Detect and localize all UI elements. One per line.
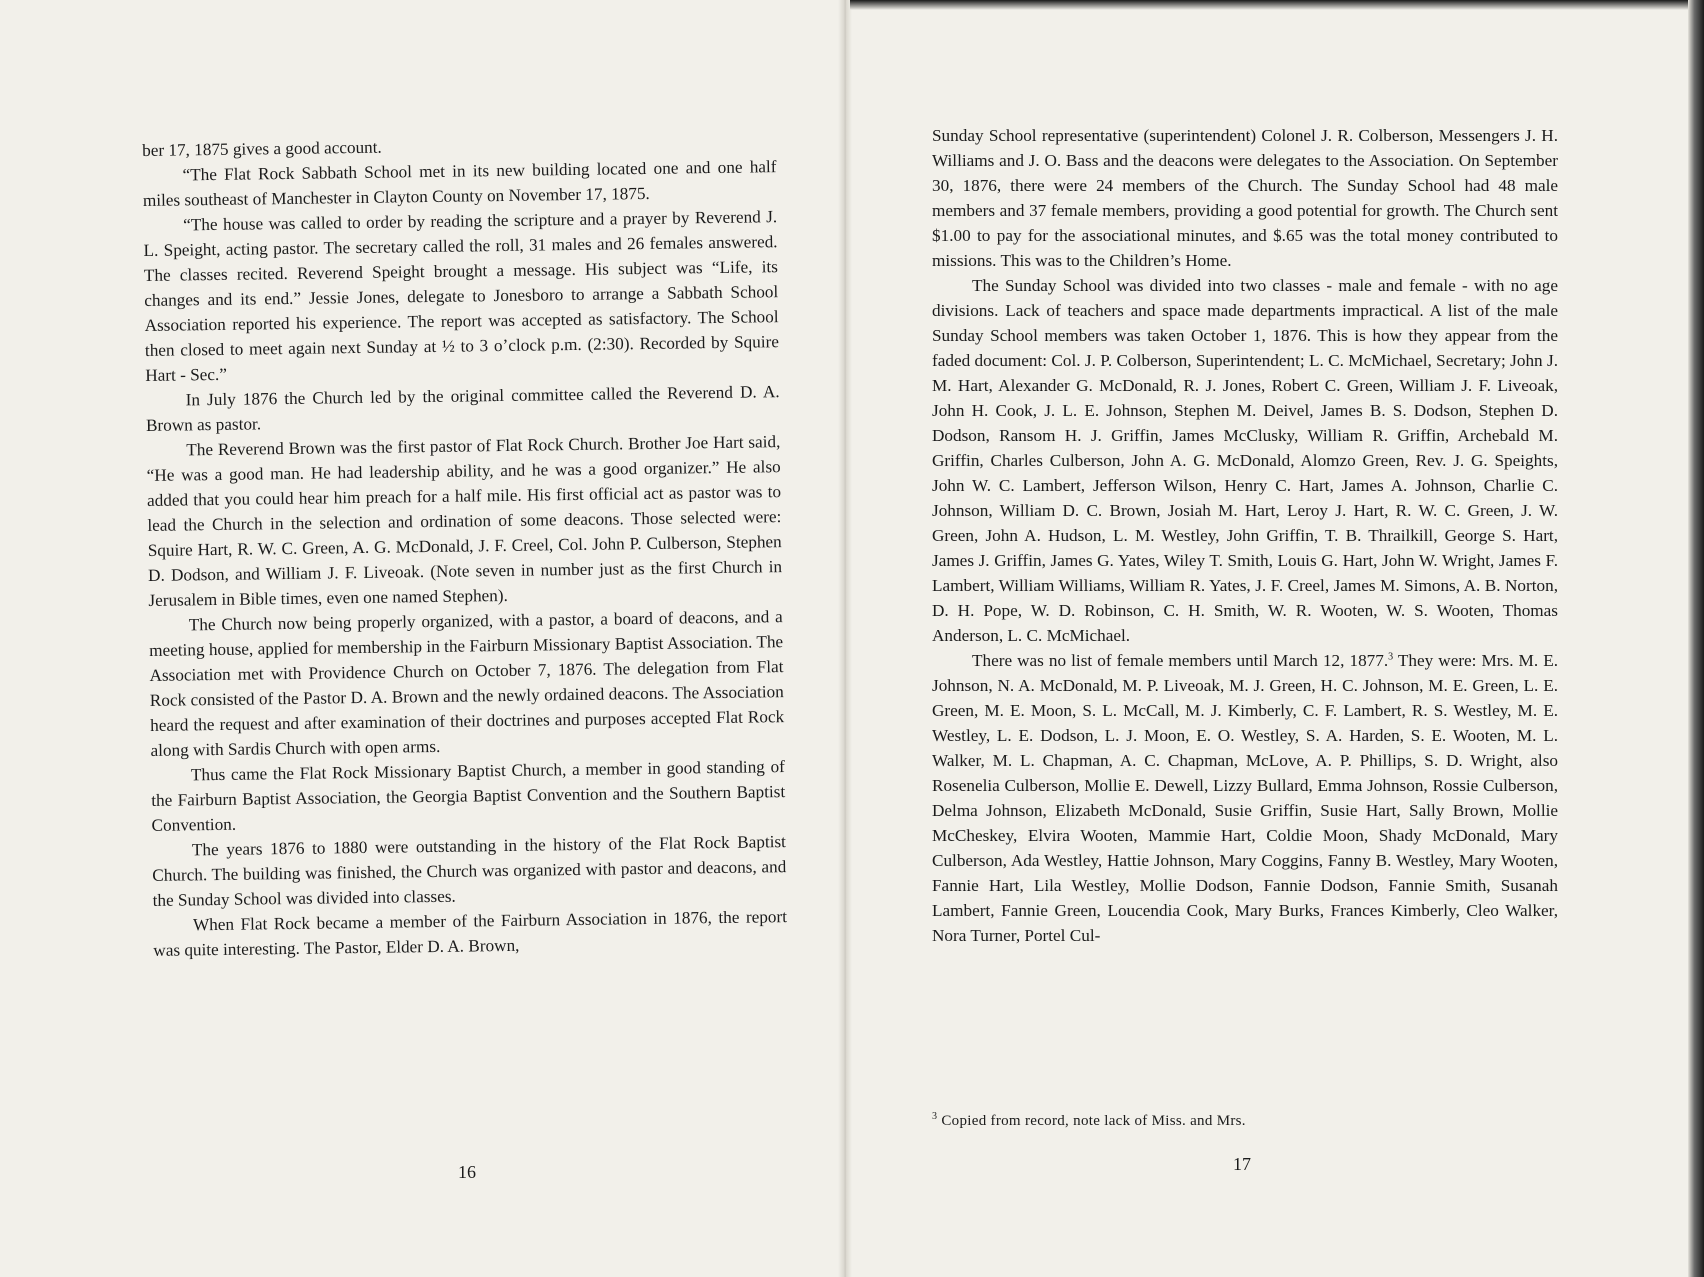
book-gutter xyxy=(838,0,852,1277)
footnote-marker: 3 xyxy=(1388,651,1394,663)
page-edge xyxy=(1688,0,1704,1277)
footnote xyxy=(932,1113,1558,1130)
paragraph: In July 1876 the Church led by the original committee called the Reverend D. A. Brown as pastor. xyxy=(145,382,780,435)
paragraph-text: They were: Mrs. M. E. Johnson, N. A. McDonald, M. P. Liveoak, M. J. Green, H. C. Johnson, M. E. Green, L. E. Green, M. E. Moon, S. L. McCall, M. J. Kimberly, C. F. Lambert, R. S. Westley, M. E. Westley, L. E. Dodson, L. J. Moon, E. O. Westley, S. A. Harden, S. E. Wooten, M. L. Walker, M. L. Chapman, A. C. Chapman, McLove, A. P. Phillips, S. D. Wright, also Rosenelia Culberson, Mollie E. Dewell, Lizzy Bullard, Emma Johnson, Rossie Culberson, Delma Johnson, Elizabeth McDonald, Susie Griffin, Susie Hart, Sally Brown, Mollie McCheskey, Elvira Wooten, Mammie Hart, Coldie Moon, Shady McDonald, Mary Culberson, Ada Westley, Hattie Johnson, Mary Coggins, Fanny B. Westley, Mary Wooten, Fannie Hart, Lila Westley, Mollie Dodson, Fannie Dodson, Fannie Smith, Susanah Lambert, Fannie Green, Loucendia Cook, Mary Burks, Frances Kimberly, Cleo Walker, Nora Turner, Portel Cul- xyxy=(932,651,1558,945)
paragraph: Thus came the Flat Rock Missionary Baptist Church, a member in good standing of the Fairburn Baptist Association, the Georgia Baptist Convention and the Southern Baptist Convention. xyxy=(151,757,786,835)
paragraph: “The house was called to order by reading the scripture and a prayer by Reverend J. L. Speight, acting pastor. The secretary called the roll, 31 males and 26 females answered. The classes recited. Reverend Speight brought a message. His subject was “Life, its changes and its end.” Jessie Jones, delegate to Jonesboro to arrange a Sabbath School Association reported his experience. The report was accepted as satisfactory. The School then closed to meet again next Sunday at ½ to 3 o’clock p.m. (2:30). Recorded by Squire Hart - Sec.” xyxy=(143,207,780,385)
footnote-text: Copied from record, note lack of Miss. and Mrs. xyxy=(937,1113,1246,1129)
page-number-right: 17 xyxy=(1233,1154,1251,1174)
paragraph: Sunday School representative (superintendent) Colonel J. R. Colberson, Messengers J. H. Williams and J. O. Bass and the deacons were delegates to the Association. On September 30, 1876, there were 24 members of the Church. The Sunday School had 48 male members and 37 female members, providing a good potential for growth. The Church sent $1.00 to pay for the associational minutes, and $.65 was the total money contributed to missions. This was to the Children’s Home. xyxy=(932,126,1558,270)
page-number-left: 16 xyxy=(458,1162,476,1182)
paragraph: ber 17, 1875 gives a good account. xyxy=(142,137,382,160)
footnote-marker: 3 xyxy=(932,1111,938,1122)
left-page-body xyxy=(142,129,787,963)
paragraph: The Church now being properly organized, with a pastor, a board of deacons, and a meeting house, applied for membership in the Fairburn Missionary Baptist Association. The Association met with Providence Church on October 7, 1876. The delegation from Flat Rock consisted of the Pastor D. A. Brown and the newly ordained deacons. The Association heard the request and after examination of their doctrines and purposes accepted Flat Rock along with Sardis Church with open arms. xyxy=(149,607,785,760)
paragraph xyxy=(932,648,1558,948)
paragraph: The Reverend Brown was the first pastor of Flat Rock Church. Brother Joe Hart said, “He was a good man. He had leadership ability, and he was a good organizer.” He also added that you could hear him preach for a half mile. His first official act as pastor was to lead the Church in the selection and ordination of some deacons. Those selected were: Squire Hart, R. W. C. Green, A. G. McDonald, J. F. Creel, Col. John P. Culberson, Stephen D. Dodson, and William J. F. Liveoak. (Note seven in number just as the first Church in Jerusalem in Bible times, even one named Stephen). xyxy=(146,432,783,610)
page-top-shadow xyxy=(850,0,1704,10)
paragraph: “The Flat Rock Sabbath School met in its new building located one and one half miles southeast of Manchester in Clayton County on November 17, 1875. xyxy=(142,157,777,210)
paragraph: The Sunday School was divided into two classes - male and female - with no age divisions. Lack of teachers and space made departments impractical. A list of the male Sunday School members was taken October 1, 1876. This is how they appear from the faded document: Col. J. P. Colberson, Superintendent; L. C. McMichael, Secretary; John J. M. Hart, Alexander G. McDonald, R. J. Jones, Robert C. Green, William J. F. Liveoak, John H. Cook, J. L. E. Johnson, Stephen M. Deivel, James B. S. Dodson, Stephen D. Dodson, Ransom H. J. Griffin, James McClusky, William R. Griffin, Archebald M. Griffin, Charles Culberson, John A. G. McDonald, Alomzo Green, Rev. J. G. Speights, John W. C. Lambert, Jefferson Wilson, Henry C. Hart, James A. Johnson, Charlie C. Johnson, William D. C. Brown, Josiah M. Hart, Leroy J. Hart, R. W. C. Green, J. W. Green, John A. Hudson, L. M. Westley, John Griffin, T. B. Thrailkill, George S. Hart, James J. Griffin, James G. Yates, Wiley T. Smith, Louis G. Hart, John W. Wright, James F. Lambert, William Williams, William R. Yates, J. F. Creel, James M. Simons, A. B. Norton, D. H. Pope, W. D. Robinson, C. H. Smith, W. R. Wooten, W. S. Wooten, Thomas Anderson, L. C. McMichael. xyxy=(932,276,1558,645)
paragraph: The years 1876 to 1880 were outstanding in the history of the Flat Rock Baptist Church. The building was finished, the Church was organized with pastor and deacons, and the Sunday School was divided into classes. xyxy=(152,832,787,910)
paragraph-text: There was no list of female members until March 12, 1877. xyxy=(972,651,1389,670)
paragraph: When Flat Rock became a member of the Fairburn Association in 1876, the report was quite interesting. The Pastor, Elder D. A. Brown, xyxy=(153,907,788,960)
right-page-body xyxy=(932,123,1558,948)
